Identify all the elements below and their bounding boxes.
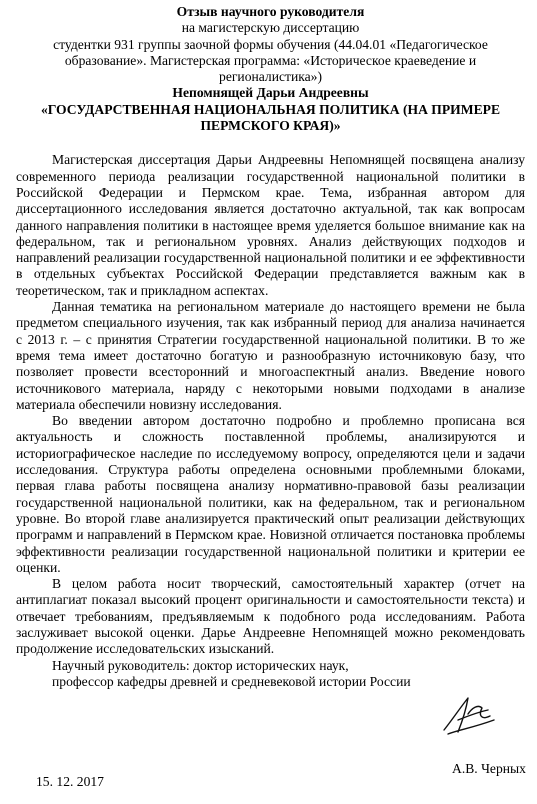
review-document bbox=[16, 4, 525, 690]
review-body bbox=[16, 152, 525, 657]
document-title: Отзыв научного руководителя bbox=[176, 4, 365, 19]
student-name: Непомнящей Дарьи Андреевны bbox=[172, 85, 369, 101]
thesis-title: «ГОСУДАРСТВЕННАЯ НАЦИОНАЛЬНАЯ ПОЛИТИКА (НА ПРИМЕРЕ ПЕРМСКОГО КРАЯ)» bbox=[40, 101, 501, 134]
document-header bbox=[16, 4, 525, 134]
paragraph-4: В целом работа носит творческий, самостоятельный характер (отчет на антиплагиат показал высокий процент оригинальности и самостоятельности текста) и отвечает требованиям, предъявляемым к подобного рода исследованиям. Работа заслуживает высокой оценки. Дарье Андреевне Непомнящей можно рекомендовать продолжение исследовательских изысканий. bbox=[16, 576, 525, 657]
supervisor-line-1: Научный руководитель: доктор исторических наук, bbox=[52, 657, 349, 673]
header-subtitle: на магистерскую диссертацию bbox=[181, 20, 360, 36]
signer-name: А.В. Черных bbox=[452, 761, 526, 776]
header-program: студентки 931 группы заочной формы обучения (44.04.01 «Педагогическое образование». Магистерская программа: «Историческое краеведение и регионалистика») bbox=[53, 36, 488, 85]
paragraph-3: Во введении автором достаточно подробно и проблемно прописана вся актуальность и сложность поставленной проблемы, анализируются и историографическое наследие по исследуемому вопросу, определяются цели и задачи исследования. Структура работы определена основными проблемными блоками, первая глава работы посвящена анализу нормативно-правовой базы реализации государственной национальной политики, как на федеральном, так и региональном уровне. Во второй главе анализируется практический опыт реализации действующих программ и направлений в Пермском крае. Новизной отличается постановка проблемы эффективности реализации государственной национальной политики и критерии ее оценки. bbox=[16, 413, 525, 575]
document-date: 15. 12. 2017 bbox=[36, 774, 104, 789]
paragraph-2: Данная тематика на региональном материале до настоящего времени не была предметом специального изучения, так как избранный период для анализа начинается с 2013 г. – с принятия Стратегии государственной национальной политики. В то же время тема имеет достаточно богатую и разнообразную источниковую базу, что позволяет провести всесторонний и многоаспектный анализ. Введение нового источникового материала, наряду с некоторыми новыми подходами в анализе материала обеспечили новизну исследования. bbox=[16, 299, 525, 412]
paragraph-1: Магистерская диссертация Дарьи Андреевны Непомнящей посвящена анализу современного периода реализации государственной национальной политики в Российской Федерации и Пермском крае. Тема, избранная автором для диссертационного исследования является достаточно актуальной, так как вопросам данного направления политики в настоящее время уделяется большое внимание как на федеральном, так и региональном уровнях. Анализ действующих подходов и направлений реализации государственной национальной политики и ее эффективности в отдельных субъектах Российской Федерации представляется важным как в теоретическом, так и прикладном аспектах. bbox=[16, 152, 525, 298]
supervisor-line-2: профессор кафедры древней и средневековой истории России bbox=[52, 673, 411, 689]
handwritten-signature bbox=[438, 690, 498, 740]
